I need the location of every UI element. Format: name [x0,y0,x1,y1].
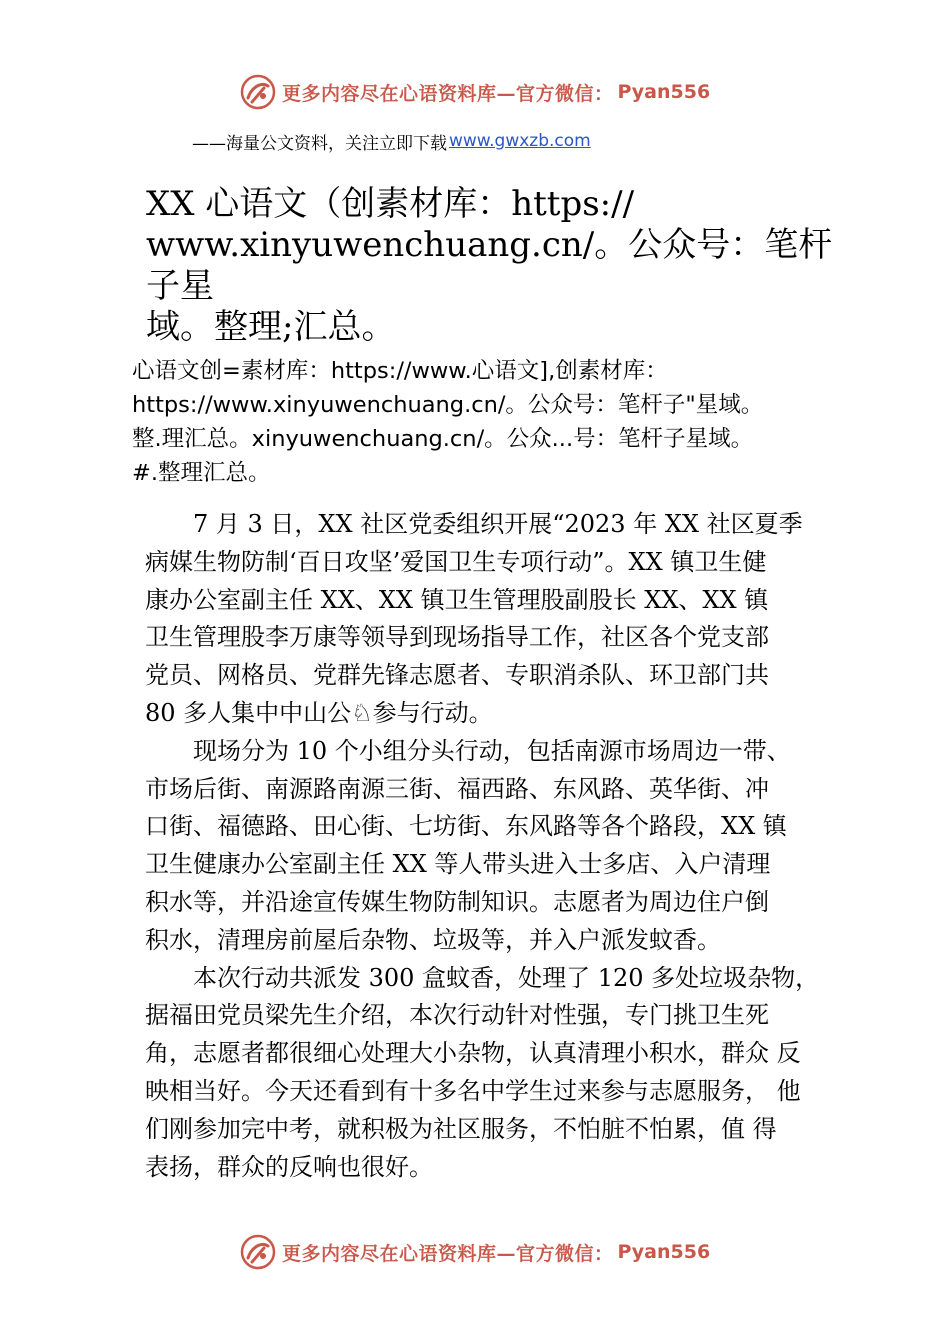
text-line: 80 多人集中中山公♘参与行动。 [145,698,493,727]
text-line: 口街、福德路、田心街、七坊街、东风路等各个路段，XX 镇 [145,812,787,841]
article-body [145,506,830,1186]
banner-text: 更多内容尽在心语资料库—官方微信： [282,82,614,105]
text-line: 映相当好。今天还看到有十多名中学生过来参与志愿服务， 他 [145,1076,801,1105]
download-subline [192,126,591,156]
text-line: 据福田党员梁先生介绍，本次行动针对性强，专门挑卫生死 [145,1001,769,1030]
paragraph-1 [145,506,830,733]
footer-banner [240,1232,710,1272]
text-line: 病媒生物防制‘百日攻坚’爱国卫生专项行动”。XX 镇卫生健 [145,547,767,576]
text-line: 们刚参加完中考，就积极为社区服务，不怕脏不怕累，值 得 [145,1114,777,1143]
text-line: 7 月 3 日，XX 社区党委组织开展“2023 年 XX 社区夏季 [193,510,803,538]
text-line: 积水，清理房前屋后杂物、垃圾等，并入户派发蚊香。 [145,925,721,954]
text-line: 党员、网格员、党群先锋志愿者、专职消杀队、环卫部门共 [145,661,769,690]
banner-wechat-id: Pyan556 [617,1241,711,1263]
text-line: 卫生管理股李万康等领导到现场指导工作，社区各个党支部 [145,623,769,652]
paragraph-2 [145,733,830,960]
download-link[interactable]: www.gwxzb.com [449,131,591,151]
text-line: 康办公室副主任 XX、XX 镇卫生管理股副股长 XX、XX 镇 [145,585,769,614]
text-line: 现场分为 10 个小组分头行动，包括南源市场周边一带、 [193,736,791,765]
document-title: XX 心语文（创素材库：https:// www.xinyuwenchuang.cn/。公众号：笔杆子星 域。整理;汇总。 [146,184,833,347]
subline-text: ——海量公文资料，关注立即下载 [192,133,447,154]
text-line: 积水等，并沿途宣传媒生物防制知识。志愿者为周边住户倒 [145,887,769,916]
header-banner [240,72,710,112]
summary-block: 心语文创=素材库：https://www.心语文],创素材库： https://www.xinyuwenchuang.cn/。公众号：笔杆子"星域。 整.理汇总。xinyuwenchuang.cn/。公众...号：笔杆子星域。 #.整理汇总。 [132,358,764,486]
text-line: 卫生健康办公室副主任 XX 等人带头进入士多店、入户清理 [145,850,771,879]
paragraph-3 [145,960,830,1187]
text-line: 表扬，群众的反响也很好。 [145,1152,433,1181]
text-line: 市场后街、南源路南源三街、福西路、东风路、英华街、冲 [145,774,769,803]
text-line: 本次行动共派发 300 盒蚊香，处理了 120 多处垃圾杂物， [193,963,820,992]
banner-text: 更多内容尽在心语资料库—官方微信： [282,1242,614,1265]
brand-logo-icon [240,1234,276,1270]
text-line: 角，志愿者都很细心处理大小杂物，认真清理小积水，群众 反 [145,1039,801,1068]
brand-logo-icon [240,74,276,110]
banner-wechat-id: Pyan556 [617,81,711,103]
